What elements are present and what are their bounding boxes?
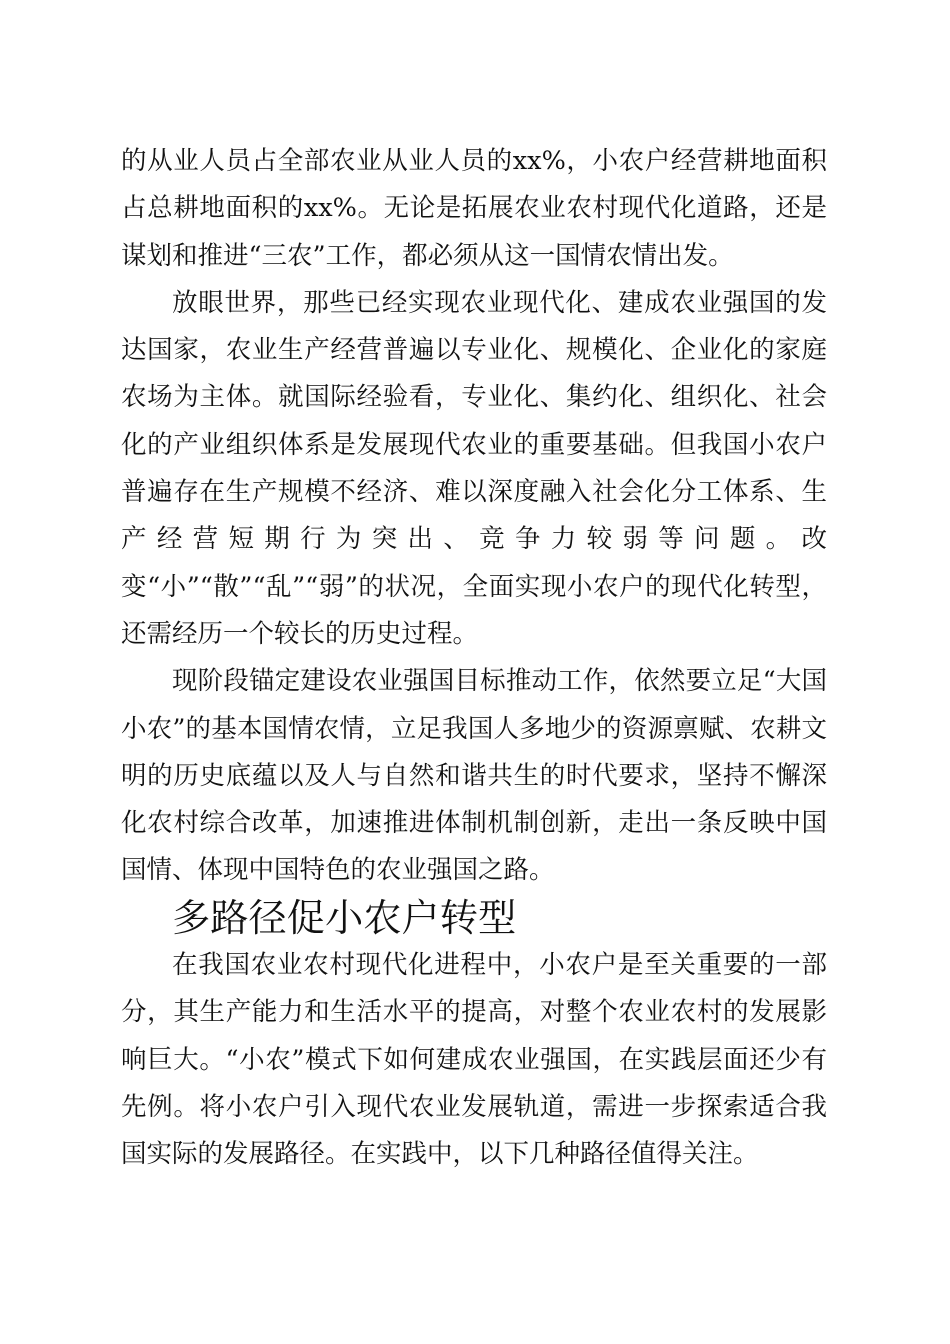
document-body	[121, 138, 827, 1179]
paragraph-small-farmers: 在我国农业农村现代化进程中，小农户是至关重要的一部分，其生产能力和生活水平的提高，对整个农业农村的发展影响巨大。“小农”模式下如何建成农业强国，在实践层面还少有先例。将小农户引入现代农业发展轨道，需进一步探索适合我国实际的发展路径。在实践中，以下几种路径值得关注。	[121, 950, 827, 1170]
section-heading: 多路径促小农户转型	[172, 895, 517, 941]
paragraph-world-view: 放眼世界，那些已经实现农业现代化、建成农业强国的发达国家，农业生产经营普遍以专业化、规模化、企业化的家庭农场为主体。就国际经验看，专业化、集约化、组织化、社会化的产业组织体系是发展现代农业的重要基础。但我国小农户普遍存在生产规模不经济、难以深度融入社会化分工体系、生产经营短期行为突出、竞争力较弱等问题。改变“小”“散”“乱”“弱”的状况，全面实现小农户的现代化转型，还需经历一个较长的历史过程。	[121, 287, 827, 649]
paragraph-current-stage: 现阶段锚定建设农业强国目标推动工作，依然要立足“大国小农”的基本国情农情，立足我国人多地少的资源禀赋、农耕文明的历史底蕴以及人与自然和谐共生的时代要求，坚持不懈深化农村综合改革，加速推进体制机制创新，走出一条反映中国国情、体现中国特色的农业强国之路。	[121, 666, 827, 886]
paragraph-continuation: 的从业人员占全部农业从业人员的xx%，小农户经营耕地面积占总耕地面积的xx%。无论是拓展农业农村现代化道路，还是谋划和推进“三农”工作，都必须从这一国情农情出发。	[121, 146, 827, 271]
